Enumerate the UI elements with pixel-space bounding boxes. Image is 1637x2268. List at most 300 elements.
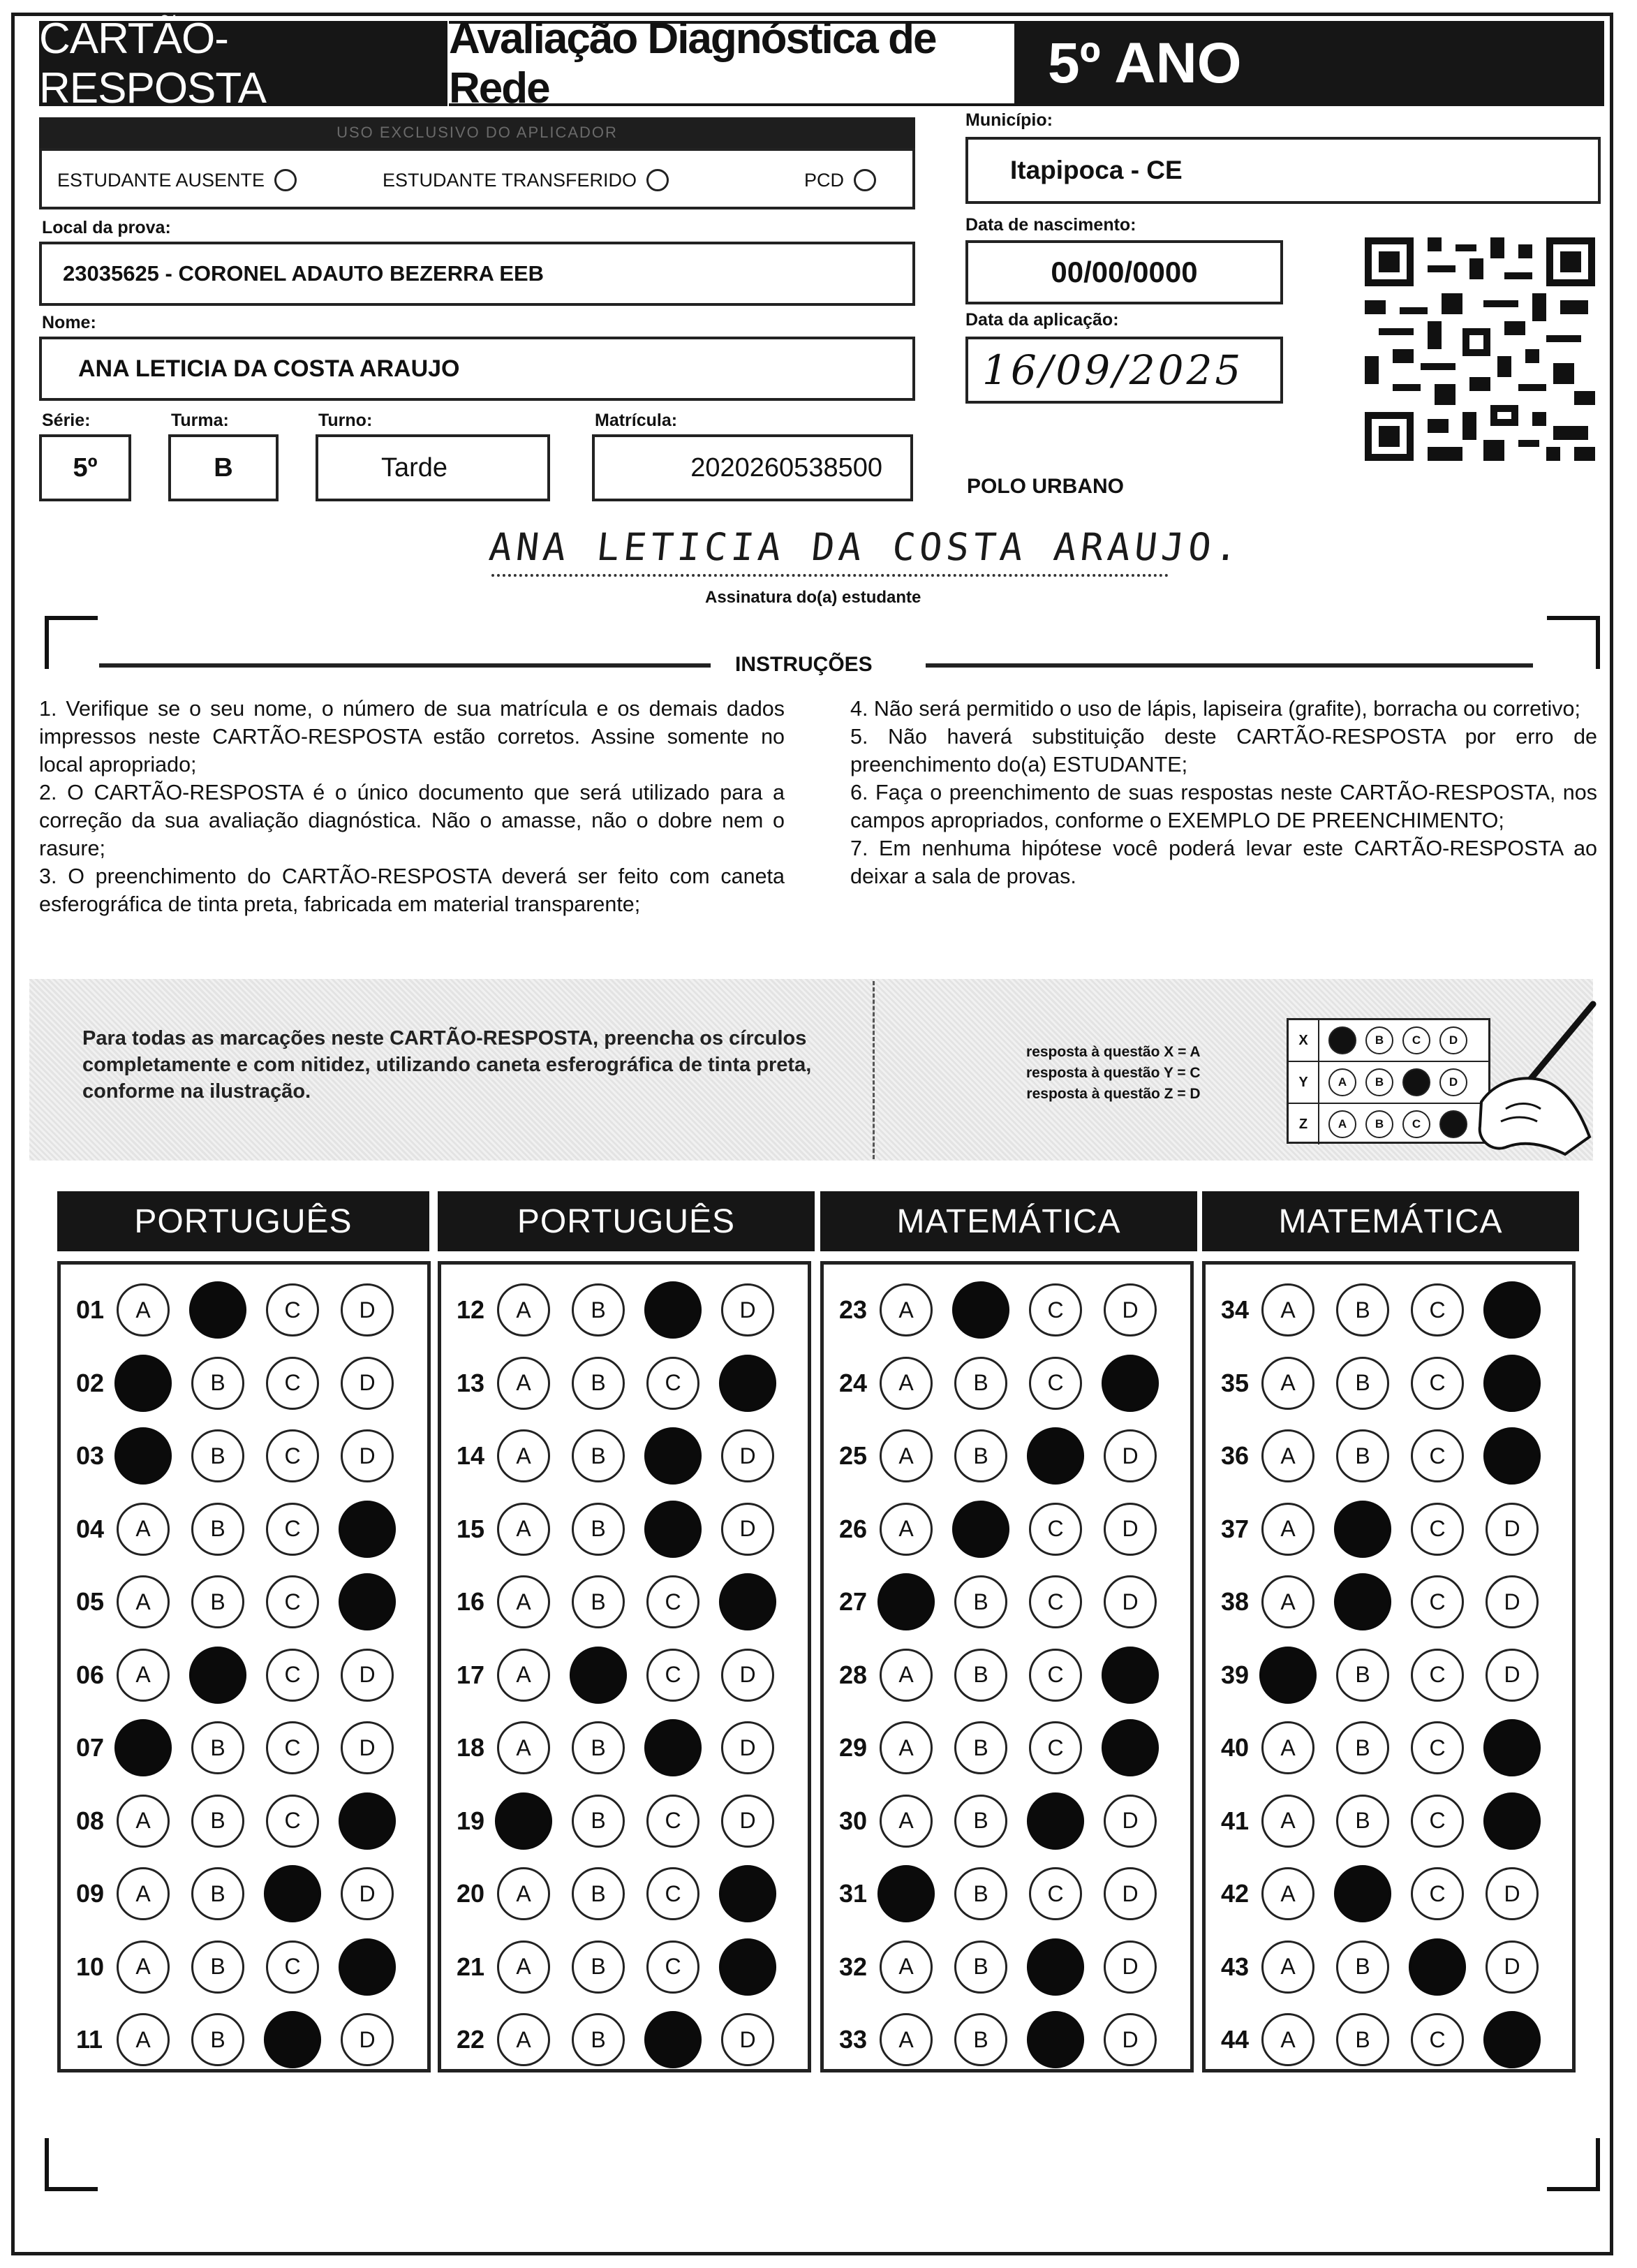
example-row-label: Y: [1289, 1062, 1319, 1103]
answer-bubble-b[interactable]: B: [191, 1575, 244, 1628]
answer-bubble-b[interactable]: B: [572, 1721, 625, 1774]
answer-bubble-c[interactable]: [1409, 1938, 1466, 1995]
answer-bubble-c[interactable]: [644, 1427, 702, 1485]
answer-bubble-a[interactable]: A: [497, 2013, 550, 2066]
example-row-label: X: [1289, 1020, 1319, 1061]
answer-bubble-b[interactable]: B: [572, 1575, 625, 1628]
legend-line: resposta à questão X = A: [1026, 1044, 1201, 1060]
question-number: 42: [1221, 1879, 1250, 1908]
answer-bubble-b[interactable]: [952, 1281, 1009, 1339]
question-row: [76, 1424, 415, 1487]
question-number: 18: [457, 1733, 485, 1762]
answer-bubble-d[interactable]: [719, 1354, 776, 1411]
question-row: [839, 1716, 1178, 1779]
answer-bubble-c[interactable]: C: [266, 1941, 319, 1994]
question-row: [76, 1279, 415, 1341]
answer-bubble-d[interactable]: D: [1486, 1575, 1539, 1628]
answer-bubble-b[interactable]: B: [191, 2013, 244, 2066]
answer-bubble-d[interactable]: [1102, 1354, 1159, 1411]
answer-bubble-b[interactable]: B: [191, 1867, 244, 1920]
answer-bubble-a[interactable]: A: [117, 1283, 170, 1336]
answer-bubble-b[interactable]: B: [1336, 1283, 1389, 1336]
answer-bubble-a[interactable]: A: [1261, 1283, 1314, 1336]
answer-bubble-a[interactable]: A: [117, 1867, 170, 1920]
answer-bubble-a[interactable]: A: [880, 1941, 933, 1994]
answer-bubble-d[interactable]: D: [1486, 1649, 1539, 1702]
example-bubble: C: [1402, 1110, 1430, 1138]
answer-bubble-a[interactable]: A: [117, 2013, 170, 2066]
matricula-label: Matrícula:: [595, 411, 678, 430]
answer-bubble-c[interactable]: C: [1411, 2013, 1464, 2066]
example-row-label: Z: [1289, 1104, 1319, 1144]
question-row: [76, 1498, 415, 1561]
answer-bubble-d[interactable]: [1483, 2011, 1541, 2068]
question-number: 20: [457, 1879, 485, 1908]
question-row: [1221, 1279, 1560, 1341]
answer-bubble-b[interactable]: B: [191, 1721, 244, 1774]
answer-bubble-b[interactable]: B: [572, 1503, 625, 1556]
question-number: 39: [1221, 1660, 1250, 1689]
hand-pen-icon: [1439, 997, 1607, 1165]
status-transferred[interactable]: [383, 169, 669, 191]
answer-bubble-d[interactable]: D: [1104, 1795, 1157, 1848]
answer-bubble-c[interactable]: C: [1411, 1795, 1464, 1848]
answer-bubble-a[interactable]: A: [880, 1357, 933, 1410]
answer-bubble-d[interactable]: [1483, 1281, 1541, 1339]
status-absent[interactable]: [57, 169, 297, 191]
answer-bubble-d[interactable]: D: [1486, 1867, 1539, 1920]
status-pcd-radio[interactable]: [854, 169, 876, 191]
answer-bubble-c[interactable]: C: [646, 1575, 699, 1628]
status-pcd[interactable]: [804, 169, 876, 191]
answer-bubble-c[interactable]: C: [266, 1721, 319, 1774]
answer-bubble-b[interactable]: B: [191, 1941, 244, 1994]
answer-bubble-b[interactable]: B: [572, 1283, 625, 1336]
status-absent-label: ESTUDANTE AUSENTE: [57, 169, 265, 191]
answer-bubble-a[interactable]: A: [497, 1283, 550, 1336]
question-row: [76, 1570, 415, 1633]
instruction-item: 3. O preenchimento do CARTÃO-RESPOSTA deverá ser feito com caneta esferográfica de tinta preta, fabricada em material transparente;: [39, 864, 785, 916]
question-number: 29: [839, 1733, 868, 1762]
example-bubble: [1402, 1068, 1430, 1096]
answer-bubble-b[interactable]: B: [954, 1795, 1007, 1848]
answer-bubble-c[interactable]: [644, 2011, 702, 2068]
answer-bubble-c[interactable]: C: [1029, 1867, 1082, 1920]
answer-bubble-a[interactable]: A: [1261, 1357, 1314, 1410]
answer-bubble-c[interactable]: C: [1411, 1429, 1464, 1482]
answer-bubble-b[interactable]: B: [954, 1649, 1007, 1702]
answer-bubble-a[interactable]: A: [880, 1283, 933, 1336]
turno-field: [316, 434, 550, 501]
answer-bubble-c[interactable]: [644, 1719, 702, 1776]
question-row: [457, 1352, 796, 1415]
question-row: [1221, 1936, 1560, 1998]
answer-bubble-c[interactable]: C: [1411, 1357, 1464, 1410]
answer-bubble-a[interactable]: A: [497, 1721, 550, 1774]
answer-bubble-c[interactable]: [1027, 1938, 1084, 1995]
answer-bubble-b[interactable]: B: [191, 1795, 244, 1848]
example-bubble: B: [1365, 1110, 1393, 1138]
local-field: [39, 242, 915, 306]
answer-bubble-d[interactable]: [339, 1792, 396, 1849]
answer-bubble-c[interactable]: C: [1029, 1503, 1082, 1556]
instructions-right-column: [850, 695, 1597, 890]
answer-bubble-b[interactable]: [1334, 1865, 1391, 1922]
answer-bubble-a[interactable]: A: [117, 1941, 170, 1994]
answer-bubble-c[interactable]: C: [266, 1503, 319, 1556]
answer-bubble-d[interactable]: [1102, 1719, 1159, 1776]
answer-bubble-d[interactable]: D: [721, 2013, 774, 2066]
answer-bubble-d[interactable]: D: [341, 1357, 394, 1410]
status-pcd-label: PCD: [804, 169, 845, 191]
application-date-field[interactable]: [965, 337, 1283, 404]
question-row: [76, 2008, 415, 2071]
question-row: [839, 1790, 1178, 1853]
answer-bubble-d[interactable]: D: [721, 1721, 774, 1774]
answer-bubble-b[interactable]: B: [572, 1357, 625, 1410]
question-row: [76, 1644, 415, 1707]
question-row: [1221, 1498, 1560, 1561]
name-value: ANA LETICIA DA COSTA ARAUJO: [78, 355, 460, 382]
question-number: 11: [76, 2025, 103, 2054]
municipio-field: [965, 137, 1601, 204]
answer-bubble-d[interactable]: D: [1104, 1867, 1157, 1920]
answer-bubble-c[interactable]: C: [1411, 1867, 1464, 1920]
answer-bubble-b[interactable]: B: [1336, 1795, 1389, 1848]
answer-bubble-d[interactable]: [1483, 1792, 1541, 1849]
answer-bubble-d[interactable]: D: [341, 2013, 394, 2066]
corner-mark-top-right: [1547, 616, 1600, 669]
corner-mark-bottom-left: [45, 2138, 98, 2191]
question-row: [1221, 1644, 1560, 1707]
answer-bubble-b[interactable]: [1334, 1573, 1391, 1630]
answer-bubble-c[interactable]: C: [646, 1941, 699, 1994]
polo-label: POLO URBANO: [967, 475, 1124, 498]
question-row: [839, 1352, 1178, 1415]
legend-line: resposta à questão Z = D: [1026, 1086, 1201, 1102]
municipio-value: Itapipoca - CE: [1010, 156, 1183, 184]
question-number: 27: [839, 1587, 868, 1616]
answer-bubble-d[interactable]: D: [1486, 1941, 1539, 1994]
question-number: 36: [1221, 1441, 1250, 1470]
answer-bubble-d[interactable]: D: [721, 1649, 774, 1702]
local-label: Local da prova:: [42, 218, 171, 237]
question-number: 15: [457, 1514, 485, 1543]
question-number: 12: [457, 1295, 485, 1324]
legend-line: resposta à questão Y = C: [1026, 1065, 1201, 1081]
question-number: 25: [839, 1441, 868, 1470]
example-bubble: [1328, 1026, 1356, 1054]
answer-bubble-d[interactable]: [1102, 1646, 1159, 1703]
question-number: 24: [839, 1368, 868, 1397]
answer-bubble-c[interactable]: [1027, 1792, 1084, 1849]
answer-bubble-a[interactable]: A: [1261, 1721, 1314, 1774]
turma-value: B: [214, 452, 233, 483]
answer-bubble-a[interactable]: A: [880, 1649, 933, 1702]
answer-bubble-a[interactable]: A: [497, 1503, 550, 1556]
answer-bubble-a[interactable]: A: [1261, 1867, 1314, 1920]
answer-bubble-d[interactable]: D: [341, 1867, 394, 1920]
question-number: 19: [457, 1806, 485, 1835]
answer-bubble-b[interactable]: B: [954, 1941, 1007, 1994]
question-block: [820, 1261, 1194, 2072]
exam-title: Avaliação Diagnóstica de Rede: [449, 21, 1014, 106]
answer-bubble-b[interactable]: B: [1336, 1429, 1389, 1482]
sheet-title: CARTÃO-RESPOSTA: [39, 21, 447, 106]
answer-bubble-d[interactable]: D: [721, 1283, 774, 1336]
answer-bubble-d[interactable]: D: [1486, 1503, 1539, 1556]
answer-bubble-b[interactable]: B: [191, 1503, 244, 1556]
question-row: [457, 1570, 796, 1633]
answer-bubble-b[interactable]: B: [191, 1357, 244, 1410]
answer-bubble-d[interactable]: D: [721, 1795, 774, 1848]
question-number: 07: [76, 1733, 105, 1762]
answer-bubble-c[interactable]: C: [266, 1795, 319, 1848]
answer-bubble-c[interactable]: C: [646, 1867, 699, 1920]
answer-bubble-d[interactable]: [719, 1865, 776, 1922]
answer-bubble-d[interactable]: [339, 1500, 396, 1557]
answer-bubble-b[interactable]: B: [572, 1795, 625, 1848]
answer-bubble-c[interactable]: C: [266, 1575, 319, 1628]
answer-bubble-a[interactable]: A: [117, 1575, 170, 1628]
question-number: 01: [76, 1295, 105, 1324]
fill-example-legend: [1026, 1042, 1201, 1105]
answer-bubble-d[interactable]: D: [341, 1429, 394, 1482]
example-bubble: D: [1439, 1068, 1467, 1096]
answer-bubble-d[interactable]: [1483, 1719, 1541, 1776]
answer-bubble-a[interactable]: [114, 1427, 172, 1485]
answer-bubble-d[interactable]: D: [341, 1649, 394, 1702]
question-number: 13: [457, 1368, 485, 1397]
answer-bubble-c[interactable]: [1027, 1427, 1084, 1485]
answer-bubble-c[interactable]: [1027, 2011, 1084, 2068]
answer-bubble-a[interactable]: [114, 1719, 172, 1776]
answer-bubble-a[interactable]: A: [497, 1649, 550, 1702]
answer-bubble-b[interactable]: B: [954, 1429, 1007, 1482]
answer-bubble-a[interactable]: A: [497, 1357, 550, 1410]
answer-bubble-b[interactable]: B: [954, 2013, 1007, 2066]
turno-label: Turno:: [318, 411, 373, 430]
answer-bubble-c[interactable]: C: [1411, 1721, 1464, 1774]
answer-bubble-a[interactable]: A: [117, 1649, 170, 1702]
answer-bubble-c[interactable]: [644, 1500, 702, 1557]
question-block: [438, 1261, 811, 2072]
answer-bubble-a[interactable]: A: [880, 1503, 933, 1556]
question-row: [839, 1644, 1178, 1707]
question-row: [839, 2008, 1178, 2071]
name-field: [39, 337, 915, 401]
question-row: [1221, 1352, 1560, 1415]
answer-bubble-a[interactable]: A: [1261, 1941, 1314, 1994]
answer-bubble-a[interactable]: A: [497, 1575, 550, 1628]
answer-bubble-b[interactable]: B: [1336, 1941, 1389, 1994]
question-row: [839, 1570, 1178, 1633]
municipio-label: Município:: [965, 110, 1053, 130]
answer-bubble-a[interactable]: A: [117, 1795, 170, 1848]
answer-bubble-a[interactable]: A: [1261, 1795, 1314, 1848]
question-number: 44: [1221, 2025, 1250, 2054]
birthdate-field: [965, 240, 1283, 304]
answer-bubble-b[interactable]: B: [1336, 1721, 1389, 1774]
example-bubble: C: [1402, 1026, 1430, 1054]
question-number: 43: [1221, 1952, 1250, 1981]
answer-bubble-c[interactable]: C: [1029, 1575, 1082, 1628]
question-row: [839, 1498, 1178, 1561]
turma-field: [168, 434, 279, 501]
answer-bubble-b[interactable]: B: [572, 1867, 625, 1920]
answer-bubble-c[interactable]: [264, 2011, 321, 2068]
instruction-item: 4. Não será permitido o uso de lápis, lapiseira (grafite), borracha ou corretivo;: [850, 697, 1580, 721]
answer-bubble-b[interactable]: B: [1336, 2013, 1389, 2066]
answer-bubble-a[interactable]: [877, 1865, 935, 1922]
instruction-item: 6. Faça o preenchimento de suas respostas neste CARTÃO-RESPOSTA, nos campos apropriados, conforme o EXEMPLO DE PREENCHIMENTO;: [850, 781, 1597, 832]
answer-bubble-b[interactable]: [1334, 1500, 1391, 1557]
answer-bubble-b[interactable]: [570, 1646, 627, 1703]
student-signature: ANA LETICIA DA COSTA ARAUJO.: [487, 525, 1245, 569]
question-number: 41: [1221, 1806, 1250, 1835]
question-row: [457, 1716, 796, 1779]
answer-bubble-c[interactable]: C: [1411, 1283, 1464, 1336]
answer-bubble-b[interactable]: B: [572, 1941, 625, 1994]
example-bubble: D: [1439, 1026, 1467, 1054]
answer-bubble-c[interactable]: C: [266, 1429, 319, 1482]
answer-bubble-d[interactable]: [719, 1573, 776, 1630]
status-box: [39, 148, 915, 209]
answer-bubble-a[interactable]: [495, 1792, 552, 1849]
question-number: 26: [839, 1514, 868, 1543]
instructions-title: INSTRUÇÕES: [735, 653, 873, 676]
applicator-bar: USO EXCLUSIVO DO APLICADOR: [39, 117, 915, 148]
answer-bubble-c[interactable]: C: [1029, 1283, 1082, 1336]
application-date-value: 16/09/2025: [982, 346, 1244, 394]
instruction-item: 7. Em nenhuma hipótese você poderá levar este CARTÃO-RESPOSTA ao deixar a sala de provas.: [850, 837, 1597, 888]
answer-bubble-a[interactable]: A: [497, 1867, 550, 1920]
answer-bubble-b[interactable]: B: [954, 1575, 1007, 1628]
answer-bubble-c[interactable]: C: [1029, 1721, 1082, 1774]
turno-value: Tarde: [381, 452, 448, 483]
question-number: 14: [457, 1441, 485, 1470]
answer-bubble-b[interactable]: B: [572, 1429, 625, 1482]
answer-bubble-d[interactable]: D: [1104, 1575, 1157, 1628]
answer-bubble-c[interactable]: C: [266, 1283, 319, 1336]
status-transferred-radio[interactable]: [646, 169, 669, 191]
status-absent-radio[interactable]: [274, 169, 297, 191]
fill-example-text: Para todas as marcações neste CARTÃO-RESPOSTA, preencha os círculos completamente e com nitidez, utilizando caneta esferográfica de tinta preta, conforme na ilustração.: [82, 1027, 812, 1103]
answer-bubble-b[interactable]: [189, 1646, 246, 1703]
answer-bubble-d[interactable]: D: [1104, 1283, 1157, 1336]
question-row: [457, 1498, 796, 1561]
answer-bubble-a[interactable]: A: [880, 1795, 933, 1848]
answer-bubble-b[interactable]: B: [572, 2013, 625, 2066]
answer-bubble-d[interactable]: D: [1104, 1941, 1157, 1994]
answer-bubble-c[interactable]: C: [646, 1649, 699, 1702]
answer-bubble-b[interactable]: [952, 1500, 1009, 1557]
answer-bubble-d[interactable]: [339, 1573, 396, 1630]
answer-bubble-c[interactable]: C: [1411, 1503, 1464, 1556]
answer-bubble-c[interactable]: C: [646, 1357, 699, 1410]
question-number: 21: [457, 1952, 485, 1981]
answer-bubble-d[interactable]: D: [721, 1503, 774, 1556]
answer-bubble-c[interactable]: C: [266, 1649, 319, 1702]
question-row: [457, 1790, 796, 1853]
instructions-left-column: [39, 695, 785, 918]
answer-bubble-b[interactable]: B: [954, 1721, 1007, 1774]
question-number: 34: [1221, 1295, 1250, 1324]
question-row: [457, 1644, 796, 1707]
answer-bubble-c[interactable]: C: [1411, 1575, 1464, 1628]
answer-bubble-d[interactable]: [1483, 1354, 1541, 1411]
answer-bubble-c[interactable]: C: [1411, 1649, 1464, 1702]
answer-bubble-d[interactable]: D: [1104, 1503, 1157, 1556]
answer-bubble-a[interactable]: A: [880, 1429, 933, 1482]
answer-bubble-a[interactable]: A: [880, 2013, 933, 2066]
question-number: 32: [839, 1952, 868, 1981]
answer-bubble-c[interactable]: [644, 1281, 702, 1339]
answer-bubble-d[interactable]: D: [1104, 2013, 1157, 2066]
instruction-item: 5. Não haverá substituição deste CARTÃO-RESPOSTA por erro de preenchimento do(a) ESTUDANTE;: [850, 725, 1597, 776]
answer-bubble-a[interactable]: [1259, 1646, 1317, 1703]
answer-bubble-c[interactable]: C: [1029, 1649, 1082, 1702]
answer-bubble-d[interactable]: [1483, 1427, 1541, 1485]
answer-bubble-d[interactable]: D: [341, 1283, 394, 1336]
question-number: 40: [1221, 1733, 1250, 1762]
answer-bubble-c[interactable]: C: [266, 1357, 319, 1410]
answer-bubble-b[interactable]: B: [191, 1429, 244, 1482]
fill-example-separator: [873, 981, 875, 1159]
question-row: [457, 2008, 796, 2071]
serie-value: 5º: [73, 452, 98, 483]
answer-bubble-a[interactable]: A: [1261, 2013, 1314, 2066]
question-row: [76, 1716, 415, 1779]
answer-bubble-b[interactable]: B: [954, 1357, 1007, 1410]
answer-bubble-c[interactable]: C: [646, 1795, 699, 1848]
question-row: [1221, 1790, 1560, 1853]
answer-bubble-d[interactable]: [339, 1938, 396, 1995]
answer-bubble-a[interactable]: A: [1261, 1575, 1314, 1628]
corner-mark-bottom-right: [1547, 2138, 1600, 2191]
answer-bubble-b[interactable]: [189, 1281, 246, 1339]
answer-bubble-a[interactable]: [114, 1354, 172, 1411]
question-row: [76, 1936, 415, 1998]
answer-bubble-a[interactable]: A: [497, 1429, 550, 1482]
question-block: [1202, 1261, 1576, 2072]
answer-bubble-a[interactable]: [877, 1573, 935, 1630]
answer-bubble-a[interactable]: A: [117, 1503, 170, 1556]
serie-label: Série:: [42, 411, 91, 430]
answer-bubble-a[interactable]: A: [1261, 1503, 1314, 1556]
question-number: 04: [76, 1514, 105, 1543]
example-bubble: B: [1365, 1026, 1393, 1054]
answer-bubble-c[interactable]: [264, 1865, 321, 1922]
answer-bubble-a[interactable]: A: [1261, 1429, 1314, 1482]
corner-mark-top-left: [45, 616, 98, 669]
application-date-label: Data da aplicação:: [965, 310, 1119, 330]
answer-bubble-b[interactable]: B: [1336, 1649, 1389, 1702]
answer-bubble-d[interactable]: D: [721, 1429, 774, 1482]
answer-bubble-d[interactable]: D: [1104, 1429, 1157, 1482]
answer-bubble-c[interactable]: C: [1029, 1357, 1082, 1410]
question-number: 16: [457, 1587, 485, 1616]
question-number: 35: [1221, 1368, 1250, 1397]
answer-bubble-a[interactable]: A: [497, 1941, 550, 1994]
answer-bubble-d[interactable]: [719, 1938, 776, 1995]
answer-bubble-d[interactable]: D: [341, 1721, 394, 1774]
answer-bubble-b[interactable]: B: [1336, 1357, 1389, 1410]
signature-caption: Assinatura do(a) estudante: [705, 588, 921, 607]
instructions-rule-right: [926, 663, 1533, 668]
answer-bubble-b[interactable]: B: [954, 1867, 1007, 1920]
answer-bubble-a[interactable]: A: [880, 1721, 933, 1774]
